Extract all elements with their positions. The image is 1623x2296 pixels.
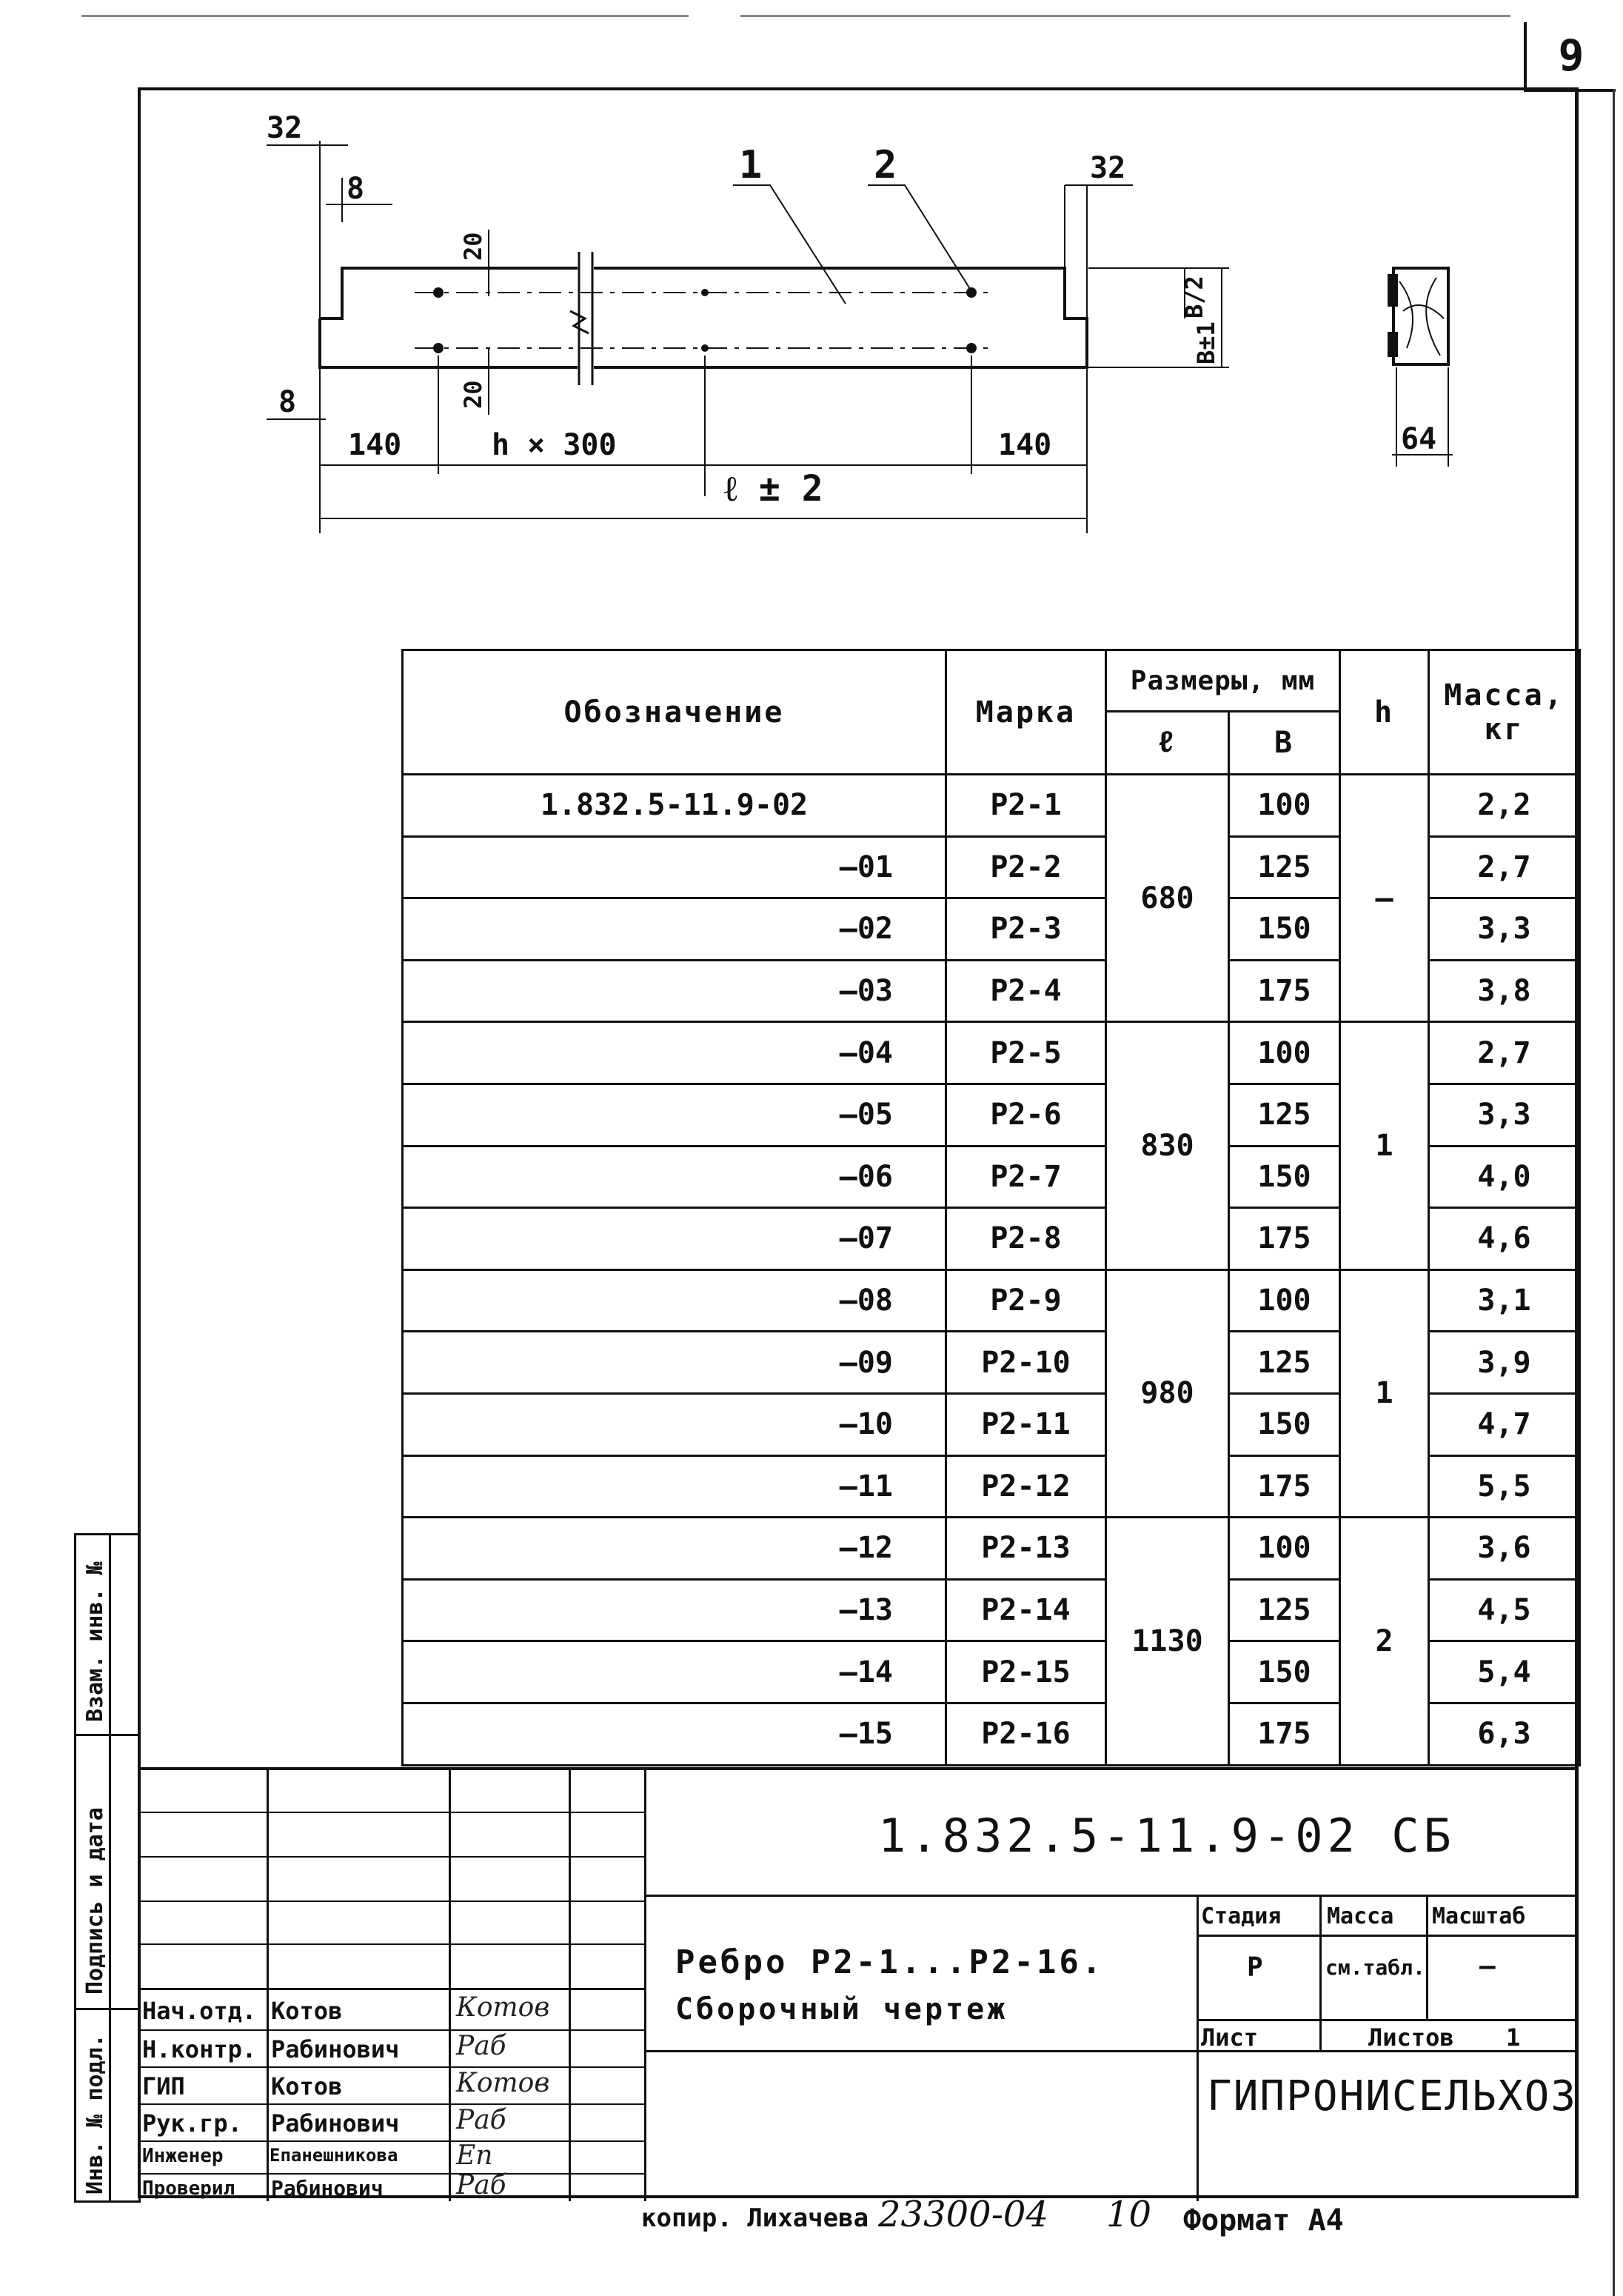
row-designation: —04 — [403, 1022, 946, 1084]
row-b: 175 — [1229, 960, 1340, 1022]
row-mark: Р2-4 — [946, 960, 1106, 1022]
row-mass: 4,5 — [1429, 1579, 1580, 1641]
hdr-mass-unit: кг — [1484, 712, 1525, 747]
signature-proveril: Раб — [456, 2170, 506, 2200]
row-designation: 1.832.5-11.9-02 — [403, 775, 946, 837]
table-row — [403, 1022, 1580, 1084]
title-line2: Сборочный чертеж — [675, 1992, 1008, 2026]
row-mark: Р2-5 — [946, 1022, 1106, 1084]
row-designation: —14 — [403, 1641, 946, 1703]
row-mark: Р2-1 — [946, 775, 1106, 837]
dim-64: 64 — [1401, 422, 1437, 456]
row-mark: Р2-6 — [946, 1084, 1106, 1146]
dim-32-right: 32 — [1090, 151, 1126, 185]
role-n-kontr: Н.контр. — [142, 2035, 257, 2063]
signature-n-kontr: Раб — [456, 2031, 506, 2061]
name-nach-otd: Котов — [271, 1997, 343, 2025]
name-ruk-gr: Рабинович — [271, 2109, 400, 2138]
name-n-kontr: Рабинович — [271, 2035, 400, 2063]
row-b: 125 — [1229, 836, 1340, 898]
hdr-sizes: Размеры, мм — [1106, 650, 1340, 712]
group-l: 680 — [1106, 775, 1229, 1022]
row-mark: Р2-11 — [946, 1393, 1106, 1455]
hdr-designation: Обозначение — [403, 650, 946, 775]
rib-outline-left — [320, 268, 578, 367]
hdr-mass — [1429, 650, 1580, 775]
row-b: 150 — [1229, 1641, 1340, 1703]
row-designation: —10 — [403, 1393, 946, 1455]
row-mark: Р2-3 — [946, 898, 1106, 961]
row-b: 150 — [1229, 1146, 1340, 1208]
sheets-value: 1 — [1506, 2023, 1521, 2052]
hdr-l: ℓ — [1106, 712, 1229, 775]
footer-num: 10 — [1106, 2194, 1152, 2235]
table-row — [403, 1518, 1580, 1580]
row-b: 175 — [1229, 1455, 1340, 1518]
row-mass: 4,7 — [1429, 1393, 1580, 1455]
row-designation: —11 — [403, 1455, 946, 1518]
row-b: 100 — [1229, 775, 1340, 837]
row-designation: —13 — [403, 1579, 946, 1641]
role-proveril: Проверил — [142, 2177, 235, 2200]
table-row — [403, 775, 1580, 837]
sidebar-inv-orig: Инв. № подл. — [82, 2034, 108, 2195]
row-mark: Р2-9 — [946, 1269, 1106, 1332]
sidebar-zam-inv: Взам. инв. № — [82, 1561, 108, 1722]
hdr-b: В — [1229, 712, 1340, 775]
row-mass: 2,7 — [1429, 836, 1580, 898]
spec-table — [401, 649, 1581, 1766]
footer-copier: копир. Лихачева — [641, 2203, 869, 2233]
scale-value: — — [1479, 1951, 1496, 1981]
mass-value: см.табл. — [1325, 1955, 1425, 1980]
dim-b2: B/2 — [1180, 276, 1208, 318]
role-nach-otd: Нач.отд. — [142, 1997, 257, 2025]
group-h: 1 — [1340, 1269, 1429, 1517]
row-mark: Р2-7 — [946, 1146, 1106, 1208]
doc-code: 1.832.5-11.9-02 СБ — [878, 1809, 1456, 1863]
row-b: 125 — [1229, 1332, 1340, 1394]
dim-20-bottom: 20 — [459, 380, 487, 409]
dim-32-left: 32 — [267, 111, 303, 145]
row-mass: 2,7 — [1429, 1022, 1580, 1084]
row-mark: Р2-8 — [946, 1208, 1106, 1270]
row-mass: 4,6 — [1429, 1208, 1580, 1270]
row-designation: —05 — [403, 1084, 946, 1146]
signature-ruk-gr: Раб — [456, 2105, 506, 2135]
row-mass: 6,3 — [1429, 1703, 1580, 1765]
row-b: 125 — [1229, 1579, 1340, 1641]
dim-140-right: 140 — [998, 428, 1052, 462]
page-number: 9 — [1524, 22, 1616, 92]
row-mark: Р2-16 — [946, 1703, 1106, 1765]
dim-8-bottom: 8 — [278, 385, 297, 419]
row-mark: Р2-13 — [946, 1518, 1106, 1580]
dim-b1: B±1 — [1192, 321, 1220, 364]
row-mass: 4,0 — [1429, 1146, 1580, 1208]
row-designation: —15 — [403, 1703, 946, 1765]
row-mass: 5,5 — [1429, 1455, 1580, 1518]
row-designation: —03 — [403, 960, 946, 1022]
row-designation: —06 — [403, 1146, 946, 1208]
footer-format: Формат А4 — [1183, 2203, 1344, 2237]
row-designation: —01 — [403, 836, 946, 898]
row-mark: Р2-10 — [946, 1332, 1106, 1394]
mass-label: Масса — [1327, 1903, 1394, 1929]
row-designation: —12 — [403, 1518, 946, 1580]
row-designation: —09 — [403, 1332, 946, 1394]
row-b: 175 — [1229, 1703, 1340, 1765]
callout-2: 2 — [874, 143, 897, 187]
row-mass: 3,8 — [1429, 960, 1580, 1022]
sidebar-stamp — [74, 1533, 141, 2203]
role-gip: ГИП — [142, 2072, 185, 2100]
row-mass: 3,3 — [1429, 1084, 1580, 1146]
role-inzhener: Инженер — [142, 2145, 224, 2167]
signature-inzhener: Еп — [456, 2140, 493, 2171]
rib-outline-right — [594, 268, 1087, 367]
row-mark: Р2-15 — [946, 1641, 1106, 1703]
row-b: 100 — [1229, 1269, 1340, 1332]
signature-nach-otd: Котов — [456, 1992, 550, 2023]
table-row — [403, 1269, 1580, 1332]
dim-20-top: 20 — [459, 232, 487, 261]
group-l: 1130 — [1106, 1518, 1229, 1765]
row-designation: —02 — [403, 898, 946, 961]
dim-h300: h × 300 — [492, 428, 617, 462]
title-block — [138, 1767, 1579, 2201]
role-ruk-gr: Рук.гр. — [142, 2109, 242, 2138]
row-b: 150 — [1229, 1393, 1340, 1455]
group-h: 2 — [1340, 1518, 1429, 1765]
row-mass: 3,3 — [1429, 898, 1580, 961]
group-h: — — [1340, 775, 1429, 1022]
rib-drawing — [0, 0, 1623, 563]
row-mark: Р2-14 — [946, 1579, 1106, 1641]
signature-gip: Котов — [456, 2068, 550, 2098]
row-mark: Р2-12 — [946, 1455, 1106, 1518]
title-line1: Ребро Р2-1...Р2-16. — [675, 1943, 1105, 1981]
hdr-h: h — [1340, 650, 1429, 775]
row-mass: 5,4 — [1429, 1641, 1580, 1703]
scale-label: Масштаб — [1432, 1903, 1526, 1929]
sidebar-sign-date: Подпись и дата — [82, 1807, 108, 1995]
row-mass: 3,1 — [1429, 1269, 1580, 1332]
org-name: ГИПРОНИСЕЛЬХОЗ — [1207, 2072, 1578, 2120]
row-b: 100 — [1229, 1022, 1340, 1084]
name-inzhener: Епанешникова — [270, 2145, 398, 2166]
row-designation: —07 — [403, 1208, 946, 1270]
sheet-label: Лист — [1201, 2023, 1259, 2052]
stage-value: Р — [1247, 1952, 1263, 1983]
hdr-mark: Марка — [946, 650, 1106, 775]
row-b: 125 — [1229, 1084, 1340, 1146]
row-designation: —08 — [403, 1269, 946, 1332]
group-l: 980 — [1106, 1269, 1229, 1517]
group-h: 1 — [1340, 1022, 1429, 1269]
group-l: 830 — [1106, 1022, 1229, 1269]
dim-8-top: 8 — [347, 172, 365, 206]
row-mass: 3,9 — [1429, 1332, 1580, 1394]
sheets-label: Листов — [1368, 2023, 1454, 2052]
row-mass: 2,2 — [1429, 775, 1580, 837]
dim-140-left: 140 — [348, 428, 402, 462]
name-proveril: Рабинович — [271, 2176, 384, 2200]
row-mass: 3,6 — [1429, 1518, 1580, 1580]
hdr-mass-label: Масса, — [1444, 678, 1565, 713]
footer-order: 23300-04 — [878, 2194, 1048, 2235]
stage-label: Стадия — [1201, 1903, 1282, 1929]
row-mark: Р2-2 — [946, 836, 1106, 898]
row-b: 100 — [1229, 1518, 1340, 1580]
name-gip: Котов — [271, 2072, 343, 2100]
dim-l2: ℓ ± 2 — [724, 468, 823, 510]
row-b: 150 — [1229, 898, 1340, 961]
row-b: 175 — [1229, 1208, 1340, 1270]
callout-1: 1 — [739, 143, 763, 187]
